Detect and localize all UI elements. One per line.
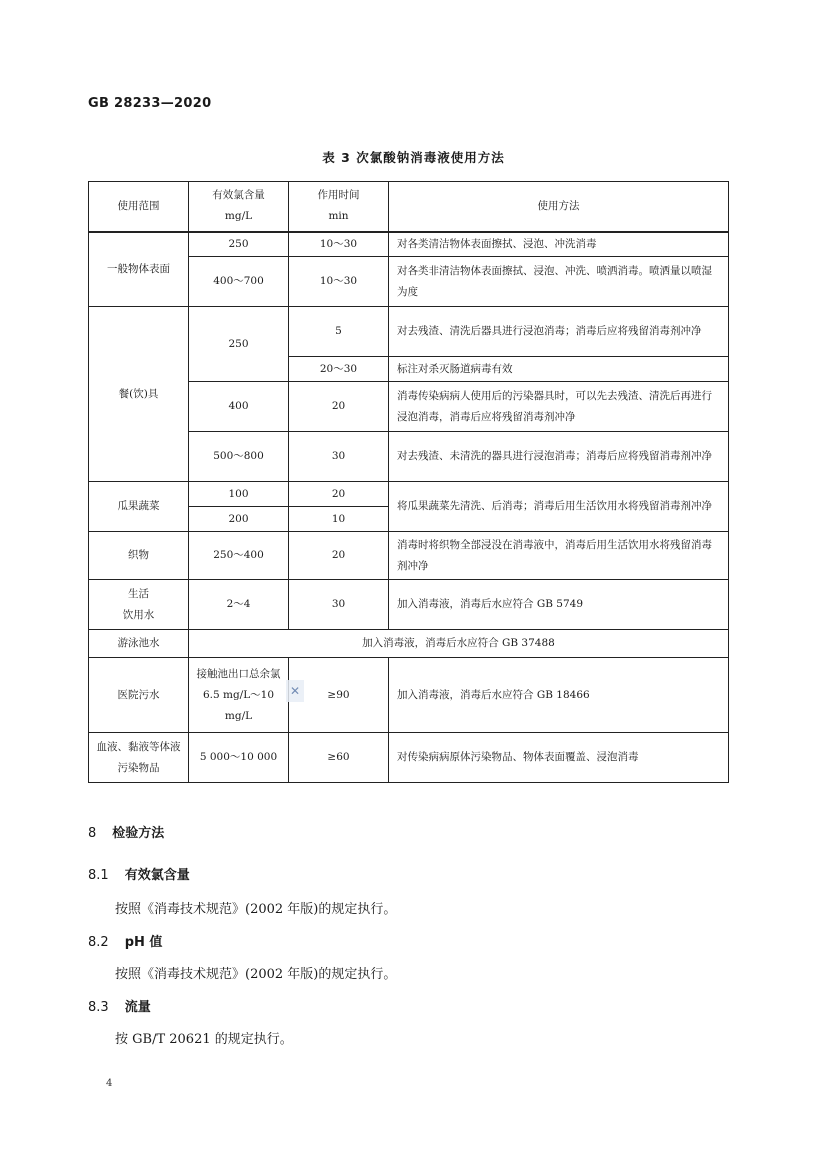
- cell-method: 对各类非清洁物体表面擦拭、浸泡、冲洗、喷洒消毒。喷洒量以喷湿为度: [389, 257, 729, 307]
- cell-scope-blood: 血液、黏液等体液污染物品: [89, 733, 189, 783]
- scope-line: 饮用水: [122, 608, 155, 621]
- header-chlorine: [189, 182, 289, 232]
- header-chlorine-unit: mg/L: [224, 210, 253, 223]
- subsection-title: pH 值: [124, 935, 163, 950]
- page-number: 4: [106, 1078, 113, 1089]
- header-time: [289, 182, 389, 232]
- cell-method: 消毒时将织物全部浸没在消毒液中，消毒后用生活饮用水将残留消毒剂冲净: [389, 532, 729, 580]
- cell-time: 5: [289, 307, 389, 357]
- paragraph: 按 GB/T 20621 的规定执行。: [115, 1032, 293, 1047]
- cell-scope-vegetables: 瓜果蔬菜: [89, 482, 189, 532]
- subsection-number: 8.3: [88, 1000, 109, 1015]
- cell-scope-hospital: 医院污水: [89, 658, 189, 733]
- table-row: [89, 482, 729, 507]
- header-time-unit: min: [328, 210, 349, 223]
- subsection-title: 流量: [124, 1000, 151, 1015]
- cell-chlorine: 100: [189, 482, 289, 507]
- table-row: [89, 733, 729, 783]
- cell-chlorine: 5 000～10 000: [189, 733, 289, 783]
- cell-method: 加入消毒液，消毒后水应符合 GB 5749: [389, 580, 729, 630]
- section-heading: [88, 822, 164, 841]
- table-row: [89, 630, 729, 658]
- cell-scope-tableware: 餐(饮)具: [89, 307, 189, 482]
- cell-time: 10～30: [289, 232, 389, 257]
- cell-method: 对传染病病原体污染物品、物体表面覆盖、浸泡消毒: [389, 733, 729, 783]
- cell-method: 消毒传染病病人使用后的污染器具时，可以先去残渣、清洗后再进行浸泡消毒，消毒后应将残留消毒剂冲净: [389, 382, 729, 432]
- watermark-icon: ✕: [286, 680, 304, 702]
- cell-time: 20～30: [289, 357, 389, 382]
- cell-time: 30: [289, 580, 389, 630]
- table-header-row: [89, 182, 729, 232]
- cell-time: 20: [289, 482, 389, 507]
- header-method: 使用方法: [389, 182, 729, 232]
- subsection-number: 8.2: [88, 935, 109, 950]
- cell-chlorine: 250: [189, 232, 289, 257]
- cell-method: 将瓜果蔬菜先清洗、后消毒；消毒后用生活饮用水将残留消毒剂冲净: [389, 482, 729, 532]
- header-time-label: 作用时间: [317, 189, 360, 202]
- subsection-heading: [88, 931, 162, 950]
- cell-chlorine: 500～800: [189, 432, 289, 482]
- header-chlorine-label: 有效氯含量: [212, 189, 265, 202]
- cell-scope-drinking-water: [89, 580, 189, 630]
- cell-method: 对去残渣、未清洗的器具进行浸泡消毒；消毒后应将残留消毒剂冲净: [389, 432, 729, 482]
- cell-method: 对去残渣、清洗后器具进行浸泡消毒；消毒后应将残留消毒剂冲净: [389, 307, 729, 357]
- table-row: [89, 307, 729, 357]
- cell-time: 10: [289, 507, 389, 532]
- cell-method: 对各类清洁物体表面擦拭、浸泡、冲洗消毒: [389, 232, 729, 257]
- cell-time: 20: [289, 382, 389, 432]
- cell-chlorine: 400: [189, 382, 289, 432]
- cell-time: ≥60: [289, 733, 389, 783]
- header-scope: 使用范围: [89, 182, 189, 232]
- cell-scope-fabric: 织物: [89, 532, 189, 580]
- cell-time: 10～30: [289, 257, 389, 307]
- cell-chlorine: 接触池出口总余氯 6.5 mg/L～10 mg/L: [189, 658, 289, 733]
- cell-chlorine: 250: [189, 307, 289, 382]
- cell-method: 标注对杀灭肠道病毒有效: [389, 357, 729, 382]
- cell-method: 加入消毒液，消毒后水应符合 GB 18466: [389, 658, 729, 733]
- cell-time: 20: [289, 532, 389, 580]
- table-row: [89, 580, 729, 630]
- table-row: [89, 232, 729, 257]
- subsection-heading: [88, 864, 190, 883]
- section-title: 检验方法: [112, 826, 165, 841]
- scope-line: 生活: [128, 587, 149, 600]
- cell-time: ≥90: [289, 658, 389, 733]
- cell-chlorine: 200: [189, 507, 289, 532]
- cell-scope-surface: 一般物体表面: [89, 232, 189, 307]
- table-row: [89, 658, 729, 733]
- usage-table: [88, 181, 729, 783]
- cell-chlorine: 2～4: [189, 580, 289, 630]
- cell-scope-pool: 游泳池水: [89, 630, 189, 658]
- paragraph: 按照《消毒技术规范》(2002 年版)的规定执行。: [115, 902, 397, 917]
- cell-method: 加入消毒液，消毒后水应符合 GB 37488: [189, 630, 729, 658]
- subsection-heading: [88, 996, 151, 1015]
- cell-chlorine: 400～700: [189, 257, 289, 307]
- cell-time: 30: [289, 432, 389, 482]
- table-row: [89, 532, 729, 580]
- standard-code: GB 28233—2020: [88, 96, 212, 111]
- section-number: 8: [88, 826, 97, 841]
- paragraph: 按照《消毒技术规范》(2002 年版)的规定执行。: [115, 967, 397, 982]
- subsection-title: 有效氯含量: [124, 868, 190, 883]
- cell-chlorine: 250～400: [189, 532, 289, 580]
- subsection-number: 8.1: [88, 868, 109, 883]
- table-title: 表 3 次氯酸钠消毒液使用方法: [322, 150, 505, 165]
